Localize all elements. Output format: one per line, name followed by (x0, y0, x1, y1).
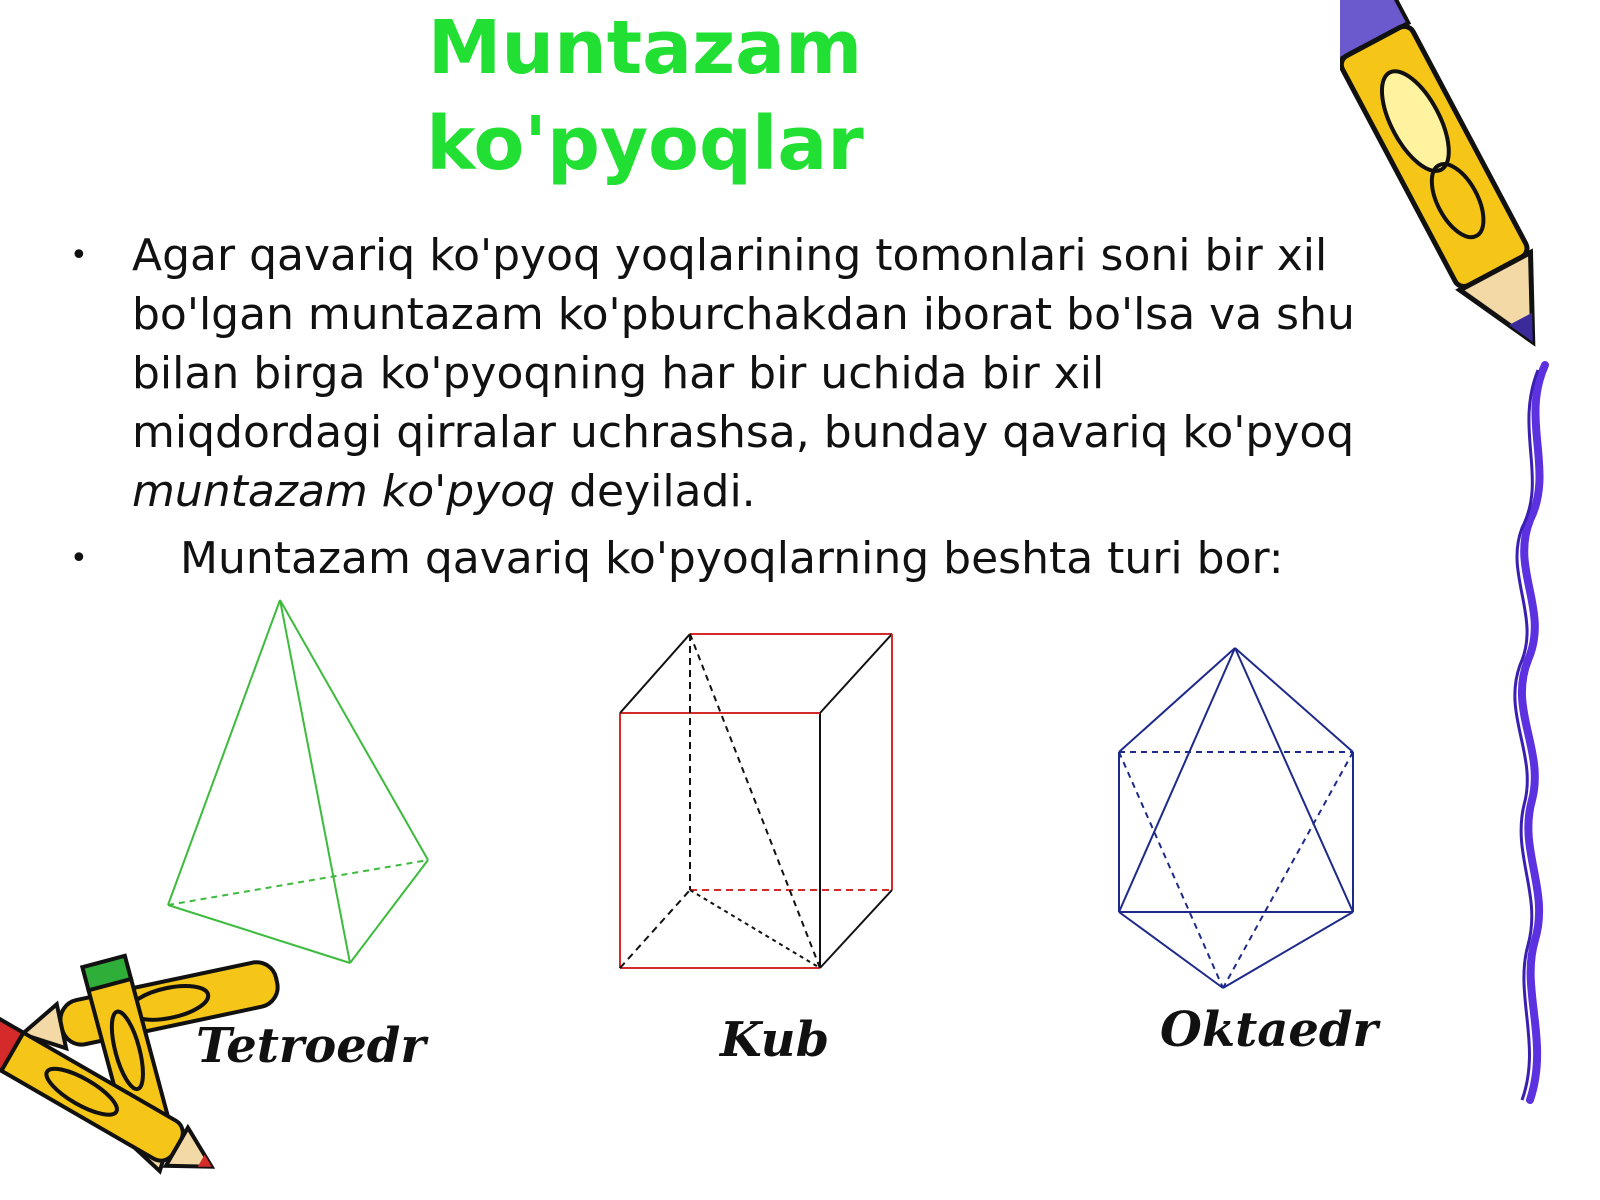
definition-term: muntazam ko'pyoq (132, 466, 556, 517)
slide-title (395, 0, 895, 192)
types-intro-bullet (70, 529, 1490, 588)
octahedron-label: Oktaedr (1160, 1002, 1378, 1058)
cube-drawing (615, 628, 910, 973)
slide-body (70, 226, 1490, 588)
definition-line-3: bilan birga ko'pyoqning har bir uchida bir xil (132, 348, 1105, 399)
bullet-dot: • (70, 238, 88, 273)
tetrahedron-drawing (150, 595, 450, 980)
crayons-icon (0, 950, 300, 1180)
definition-line-2: bo'lgan muntazam ko'pburchakdan iborat bo'lsa va shu (132, 289, 1355, 340)
bullet-dot: • (70, 541, 88, 576)
octahedron-drawing (1095, 640, 1355, 1000)
pencil-icon (1340, 0, 1570, 370)
cube-label: Kub (720, 1012, 830, 1068)
title-line-2: ko'pyoqlar (426, 101, 864, 187)
definition-line-4: miqdordagi qirralar uchrashsa, bunday qavariq ko'pyoq (132, 407, 1355, 458)
definition-ending: deyiladi. (555, 466, 756, 517)
title-line-1: Muntazam (427, 5, 863, 91)
definition-bullet (70, 226, 1527, 521)
definition-line-1: Agar qavariq ko'pyoq yoqlarining tomonlari soni bir xil (132, 230, 1328, 281)
wavy-border (1490, 360, 1570, 1120)
tetrahedron-label: Tetroedr (196, 1018, 426, 1074)
types-intro: Muntazam qavariq ko'pyoqlarning beshta turi bor: (180, 533, 1284, 584)
